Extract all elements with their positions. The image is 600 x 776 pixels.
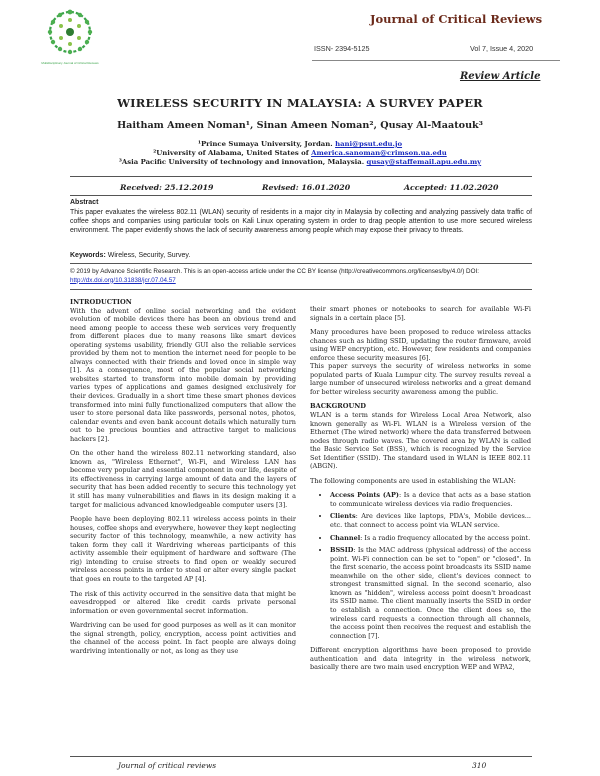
volume-issue: Vol 7, Issue 4, 2020 <box>470 44 534 53</box>
background-heading: BACKGROUND <box>310 402 367 411</box>
footer-divider <box>70 756 532 757</box>
footer-journal-name: Journal of critical reviews <box>118 761 217 770</box>
body-paragraph: The risk of this activity occurred in the sensitive data that might be eavesdropped or altered like credit cards private personal information or even governmental secret information. <box>70 589 296 615</box>
body-paragraph: WLAN is a term stands for Wireless Local Area Network, also known generally as Wi-Fi. WLAN is a Wireless version of the Ethernet (The wired network) where the data transferred between nodes through radio waves. The covered area by WLAN is called the Basic Service Set (BSS), which is recognized by the Service Set Identifier (SSID). The standard used in WLAN is IEEE 802.11 (ABGN). <box>310 411 531 471</box>
list-item: • Channel: Is a radio frequency allocated by the access point. <box>330 534 531 543</box>
body-paragraph: On the other hand the wireless 802.11 networking standard, also known as, "Wireless Ethernet", Wi-Fi, and Wireless LAN has become very popular and essential component in our life, despite of its effectiveness in carrying large amount of data and the layers of security that has been added recently to secure this technology yet it still has many vulnerabilities and flaws in its design making it a target for malicious advanced knowledgeable computer users [3]. <box>70 449 296 509</box>
accepted-date: Accepted: 11.02.2020 <box>404 183 499 192</box>
body-paragraph: their smart phones or notebooks to search for available Wi-Fi signals in a certain place [5]. <box>310 305 531 322</box>
components-list <box>310 491 531 640</box>
keywords: Keywords: Wireless, Security, Survey. <box>70 252 191 259</box>
author-email-link[interactable]: America.sanoman@crimson.ua.edu <box>311 149 447 157</box>
license-divider <box>70 289 532 290</box>
license-notice: © 2019 by Advance Scientific Research. This is an open-access article under the CC BY license (http://creativecommons.org/licenses/by/4.0/) DOI: http://dx.doi.org/10.31838/jcr.07.04.57 <box>70 268 479 284</box>
affiliation-3: ³Asia Pacific University of technology and innovation, Malaysia. qusay@staffemail.apu.edu.my <box>118 158 482 166</box>
author-list: Haitham Ameen Noman¹, Sinan Ameen Noman², Qusay Al-Maatouk³ <box>117 120 483 131</box>
affiliation-1: ¹Prince Sumaya University, Jordan. hani@psut.edu.jo <box>197 140 403 148</box>
paper-title: WIRELESS SECURITY IN MALAYSIA: A SURVEY PAPER <box>117 96 483 110</box>
header-divider <box>312 60 560 61</box>
right-column <box>310 305 531 678</box>
journal-title: Journal of Critical Reviews <box>370 12 543 26</box>
body-paragraph: People have been deploying 802.11 wireless access points in their houses, coffee shops and everywhere, however they kept neglecting security factor of this technology, meanwhile, a new activity has taken form they call it Wardriving whereas participants of this activity assemble their equipment of hardware and software (The rig) intending to cruise streets to find open or weakly secured wireless access points in order to steal or alter every single packet that goes en route to the targeted AP [4]. <box>70 515 296 583</box>
body-paragraph: This paper surveys the security of wireless networks in some populated parts of Kuala Lumpur city. The survey results reveal a large number of unsecured wireless networks and a great demand for better wireless security awareness among the public. <box>310 362 531 396</box>
article-type: Review Article <box>460 71 541 82</box>
journal-logo-icon <box>41 8 99 70</box>
author-email-link[interactable]: hani@psut.edu.jo <box>335 140 403 148</box>
received-date: Received: 25.12.2019 <box>120 183 214 192</box>
body-paragraph: Wardriving can be used for good purposes as well as it can monitor the signal strength, policy, encryption, access point activities and the channel of the access point. In fact people are always doing wardriving intentionally or not, as long as they use <box>70 621 296 655</box>
abstract-heading: Abstract <box>70 199 99 206</box>
dates-top-divider <box>70 176 532 177</box>
list-item: • BSSID: Is the MAC address (physical address) of the access point. Wi-Fi connection can be set to "open" or "closed". In the first scenario, the access point broadcasts its SSID name meanwhile on the other side, client's devices connect to strongest transmitted signal. In the second scenario, also known as "hidden", wireless access point doesn't broadcast its SSID name. The client manually inserts the SSID in order to establish a connection. Once the client does so, the wireless card requests a connection through all channels, the access point then receives the request and establish the connection [7]. <box>330 546 531 640</box>
list-item: • Clients: Are devices like laptops, PDA's, Mobile devices... etc. that connect to access point via WLAN service. <box>330 512 531 529</box>
issn: ISSN- 2394-5125 <box>314 44 370 53</box>
list-item: • Access Points (AP): Is a device that acts as a base station to communicate wireless devices via radio frequencies. <box>330 491 531 508</box>
dates-bottom-divider <box>70 195 532 196</box>
author-email-link[interactable]: qusay@staffemail.apu.edu.my <box>366 158 482 166</box>
revised-date: Revised: 16.01.2020 <box>262 183 351 192</box>
doi-link[interactable]: http://dx.doi.org/10.31838/jcr.07.04.57 <box>70 276 176 284</box>
keywords-divider <box>70 263 532 264</box>
body-paragraph: With the advent of online social networking and the evident evolution of mobile devices there has been an obvious trend and need among people to access these web services very frequently from different places due to many reasons like smart devices operating systems usability, friendly GUI also the reliable services provided by them not to mention the internet need for people to be always connected with their friends and loved once in simple way [1]. As a consequence, most of the popular social networking websites started to transform into mobile domain by providing varies types of applications and games designed exclusively for their devices. Gradually in a short time these smart phones devices transformed into mini fully functionalized computers that allow the user to store personal data like passwords, personal notes, photos, calendar events and even bank account details which naturally turn out to be precious bounties and attractive target to malicious hackers [2]. <box>70 306 296 443</box>
introduction-heading: INTRODUCTION <box>70 298 132 306</box>
page-number: 310 <box>472 761 487 770</box>
logo-caption: Multidisciplinary Journal of Critical Reviews <box>41 61 99 65</box>
body-paragraph: Different encryption algorithms have been proposed to provide authentication and data integrity in the wireless network, basically there are two main used encryption WEP and WPA2, <box>310 646 531 672</box>
body-paragraph: Many procedures have been proposed to reduce wireless attacks chances such as hiding SSID, updating the router firmware, avoid using WEP encryption, etc. However, few residents and companies enforce these security measures [6]. <box>310 328 531 362</box>
abstract-text: This paper evaluates the wireless 802.11 (WLAN) security of residents in a major city in Malaysia by collecting and analyzing passively data traffic of coffee shops and companies using particular tools on Kali Linux operating system in order to drag people attention to use more secured wireless environment. The paper evidently shows the lack of security awareness among people which may expose their privacy to threats. <box>70 209 532 235</box>
body-paragraph: The following components are used in establishing the WLAN: <box>310 476 516 485</box>
left-column <box>70 298 296 661</box>
affiliation-2: ²University of Alabama, United States of America.sanoman@crimson.ua.edu <box>153 149 447 157</box>
